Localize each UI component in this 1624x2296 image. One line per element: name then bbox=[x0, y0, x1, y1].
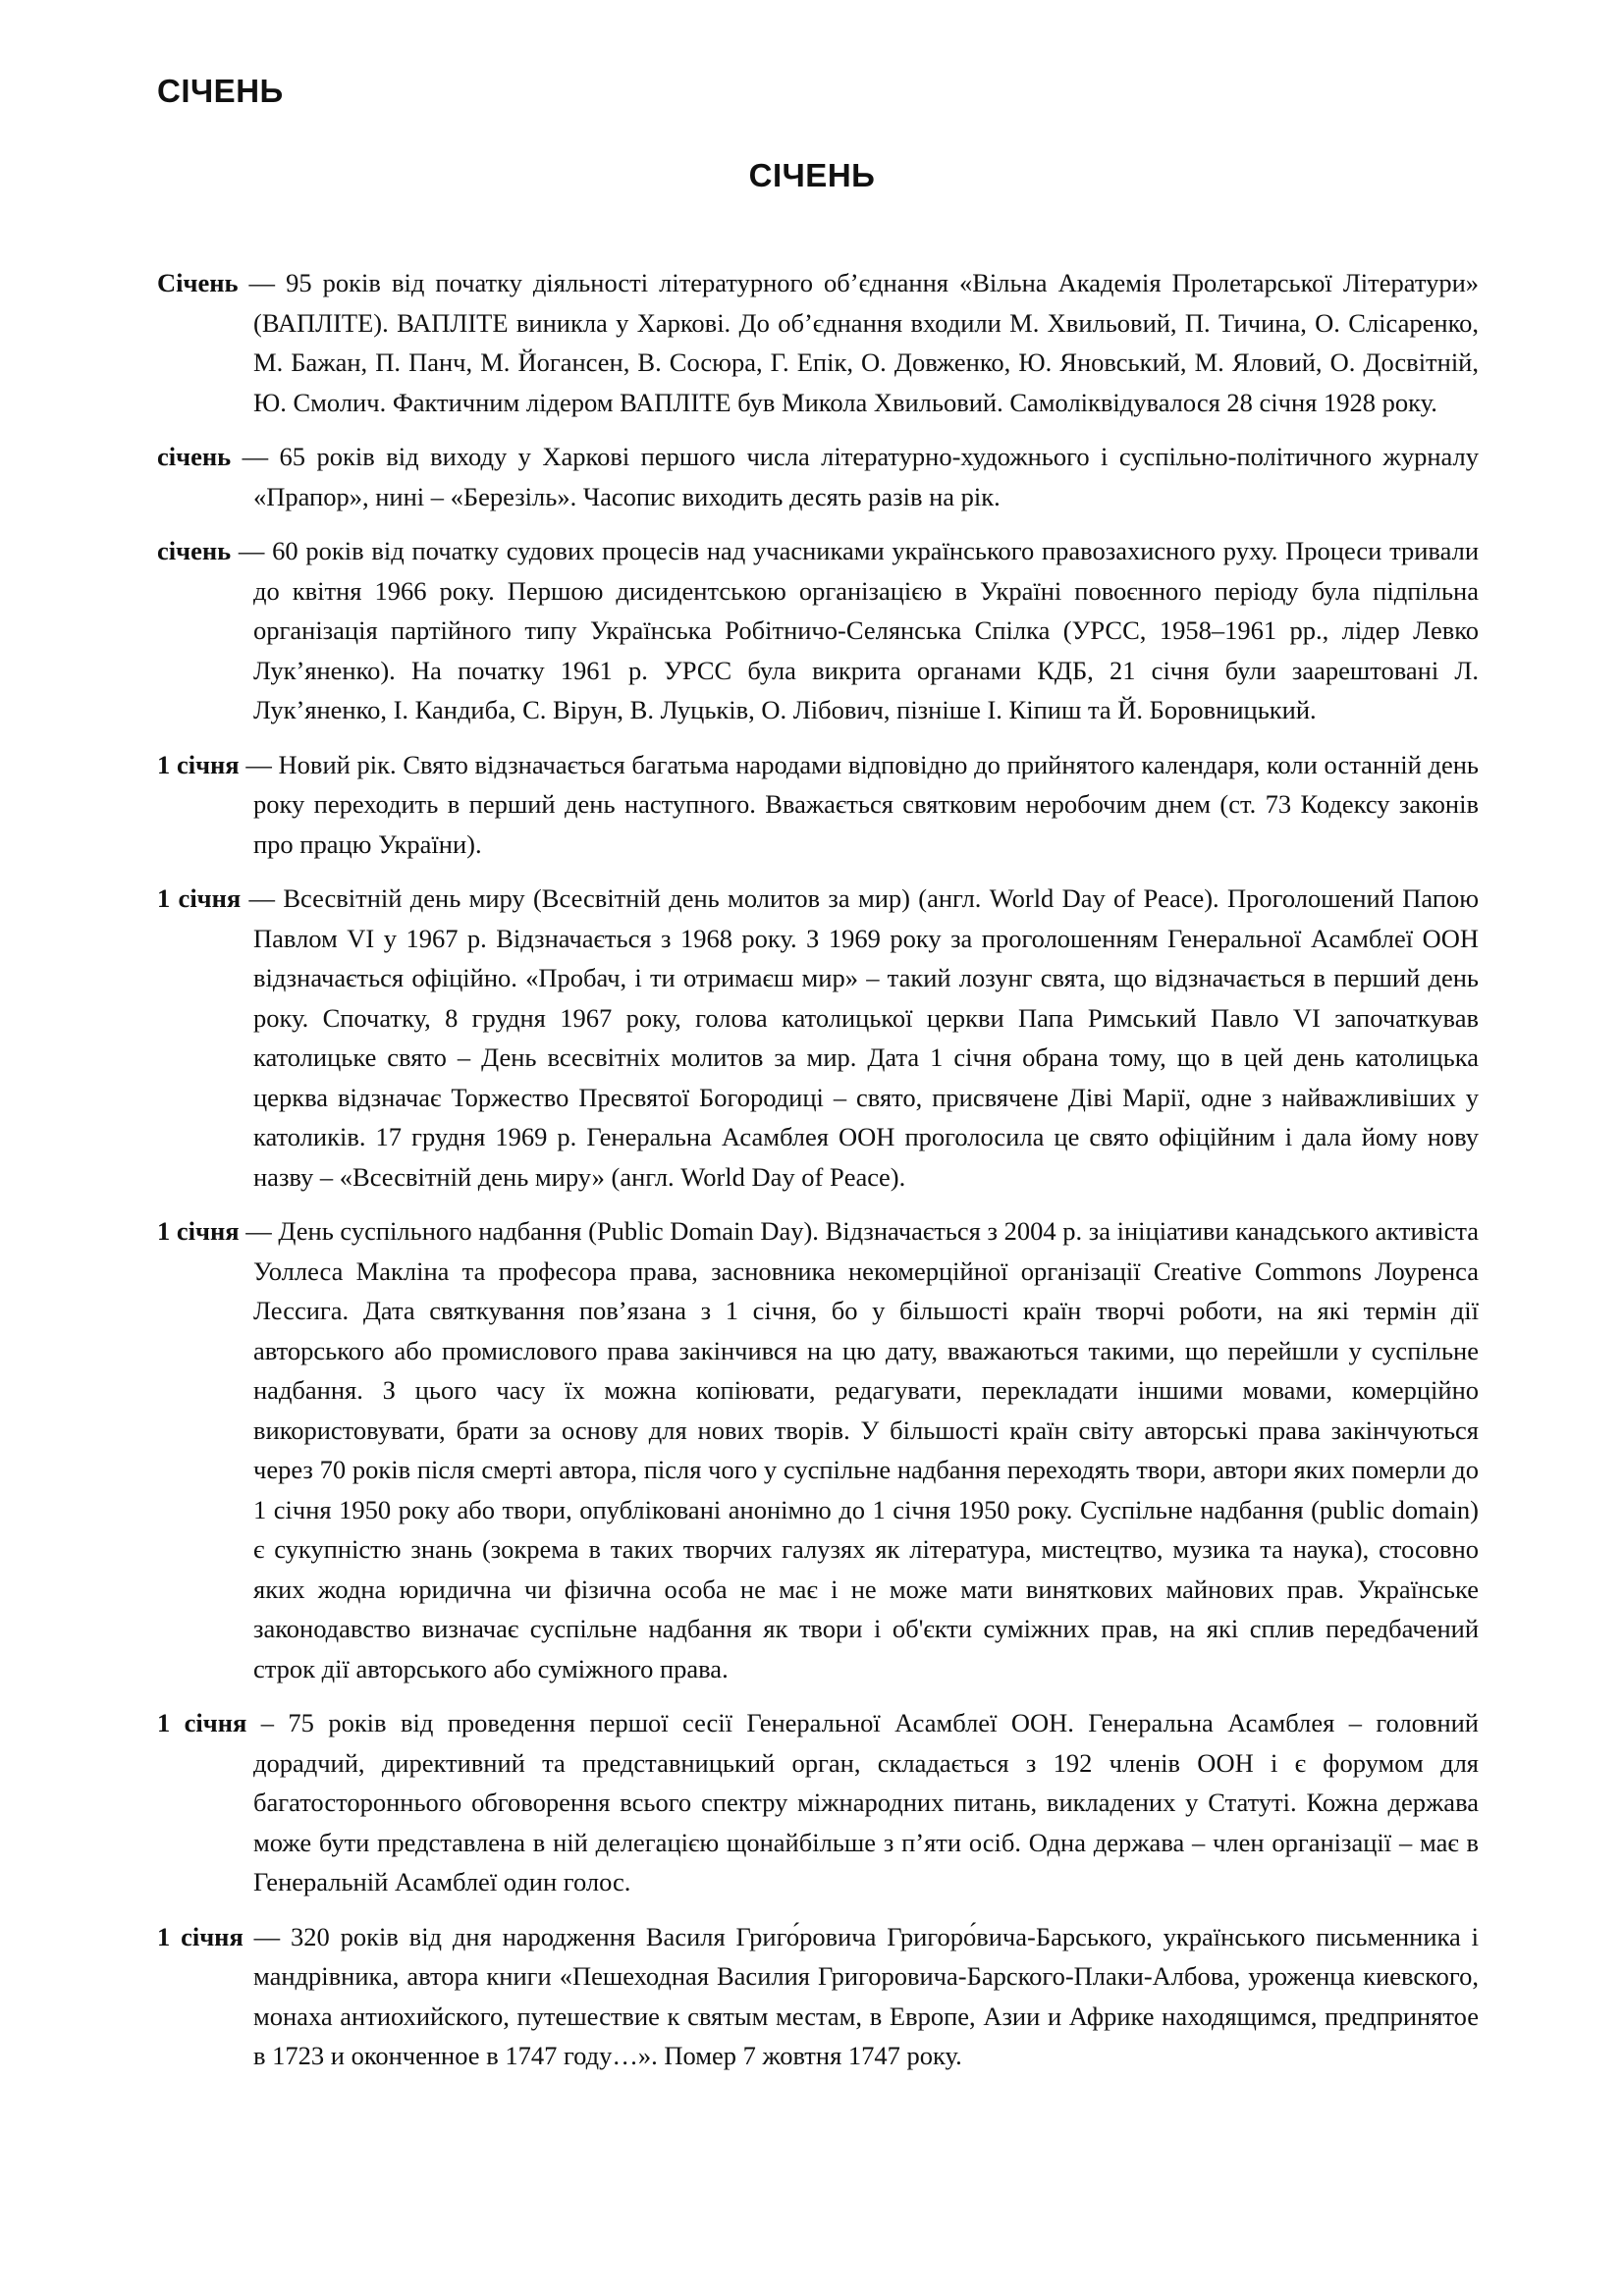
entry-text: — День суспільного надбання (Public Domain Day). Відзначається з 2004 р. за ініціативи канадського активіста Уоллеса Макліна та професора права, засновника некомерційної організації Creative Commons Лоуренса Лессига. Дата святкування пов’язана з 1 січня, бо у більшості країн творчі роботи, на які термін дії авторського або промислового права закінчився на цю дату, вважаються такими, що перейшли у суспільне надбання. З цього часу їх можна копіювати, редагувати, перекладати іншими мовами, комерційно використовувати, брати за основу для нових творів. У більшості країн світу авторські права закінчуються через 70 років після смерті автора, після чого у суспільне надбання переходять твори, автори яких померли до 1 січня 1950 року або твори, опубліковані анонімно до 1 січня 1950 року. Суспільне надбання (public domain) є сукупністю знань (зокрема в таких творчих галузях як література, мистецтво, музика та наука), стосовно яких жодна юридична чи фізична особа не має і не може мати виняткових майнових прав. Українське законодавство визначає суспільне надбання як твори і об'єкти суміжних прав, на які сплив передбачений строк дії авторського або суміжного права. bbox=[239, 1216, 1479, 1683]
entry-date: 1 січня bbox=[157, 883, 242, 913]
entry-text: — 95 років від початку діяльності літературного об’єднання «Вільна Академія Пролетарської Літератури» (ВАПЛІТЕ). ВАПЛІТЕ виникла у Харкові. До об’єднання входили М. Хвильовий, П. Тичина, О. Слісаренко, М. Бажан, П. Панч, М. Йогансен, В. Сосюра, Г. Епік, О. Довженко, Ю. Яновський, М. Яловий, О. Досвітній, Ю. Смолич. Фактичним лідером ВАПЛІТЕ був Микола Хвильовий. Самоліквідувалося 28 січня 1928 року. bbox=[238, 268, 1479, 417]
calendar-entry bbox=[157, 531, 1479, 730]
calendar-entry bbox=[157, 745, 1479, 865]
entry-date: 1 січня bbox=[157, 1708, 247, 1737]
calendar-entries bbox=[157, 263, 1479, 2091]
calendar-entry bbox=[157, 1703, 1479, 1902]
entry-text: — Всесвітній день миру (Всесвітній день молитов за мир) (англ. World Day of Peace). Проголошений Папою Павлом VI у 1967 р. Відзначається з 1968 року. З 1969 року за проголошенням Генеральної Асамблеї ООН відзначається офіційно. «Пробач, і ти отримаєш мир» – такий лозунг свята, що відзначається в перший день року. Спочатку, 8 грудня 1967 року, голова католицької церкви Папа Римський Павло VI започаткував католицьке свято – День всесвітніх молитов за мир. Дата 1 січня обрана тому, що в цей день католицька церква відзначає Торжество Пресвятої Богородиці – свято, присвячене Діві Марії, одне з найважливіших у католиків. 17 грудня 1969 р. Генеральна Асамблея ООН проголосила це свято офіційним і дала йому нову назву – «Всесвітній день миру» (англ. World Day of Peace). bbox=[241, 883, 1479, 1192]
entry-date: січень bbox=[157, 442, 232, 471]
running-header: СІЧЕНЬ bbox=[157, 73, 284, 109]
calendar-entry bbox=[157, 263, 1479, 422]
entry-date: 1 січня bbox=[157, 749, 240, 779]
calendar-entry bbox=[157, 1211, 1479, 1688]
entry-text: — 60 років від початку судових процесів над учасниками українського правозахисного руху. Процеси тривали до квітня 1966 року. Першою дисидентською організацією в Україні повоєнного періоду була підпільна організація партійного типу Українська Робітничо-Селянська Спілка (УРСС, 1958–1961 рр., лідер Левко Лук’яненко). На початку 1961 р. УРСС була викрита органами КДБ, 21 січня були заарештовані Л. Лук’яненко, І. Кандиба, С. Вірун, В. Луцьків, О. Лібович, пізніше І. Кіпиш та Й. Боровницький. bbox=[231, 536, 1479, 724]
page-title: СІЧЕНЬ bbox=[748, 157, 876, 193]
calendar-entry bbox=[157, 437, 1479, 516]
entry-date: 1 січня bbox=[157, 1921, 244, 1951]
calendar-entry bbox=[157, 1917, 1479, 2076]
calendar-entry bbox=[157, 879, 1479, 1197]
entry-text: — 320 років від дня народження Василя Григо́ровича Григоро́вича-Барського, українського письменника і мандрівника, автора книги «Пешеходная Василия Григоровича-Барского-Плаки-Албова, уроженца киевского, монаха антиохийского, путешествие к святым местам, в Европе, Азии и Африке находящимся, предпринятое в 1723 и оконченное в 1747 году…». Помер 7 жовтня 1747 року. bbox=[243, 1921, 1479, 2070]
entry-date: січень bbox=[157, 536, 232, 565]
entry-date: 1 січня bbox=[157, 1216, 240, 1246]
entry-text: – 75 років від проведення першої сесії Генеральної Асамблеї ООН. Генеральна Асамблея – головний дорадчий, директивний та представницький орган, складається з 192 членів ООН і є форумом для багатостороннього обговорення всього спектру міжнародних питань, викладених у Статуті. Кожна держава може бути представлена в ній делегацією щонайбільше з п’яти осіб. Одна держава – член організації – має в Генеральній Асамблеї один голос. bbox=[246, 1708, 1479, 1896]
entry-text: — Новий рік. Свято відзначається багатьма народами відповідно до прийнятого календаря, коли останній день року переходить в перший день наступного. Вважається святковим неробочим днем (ст. 73 Кодексу законів про працю України). bbox=[239, 749, 1479, 859]
entry-text: — 65 років від виходу у Харкові першого числа літературно-художнього і суспільно-політичного журналу «Прапор», нині – «Березіль». Часопис виходить десять разів на рік. bbox=[231, 442, 1479, 511]
entry-date: Січень bbox=[157, 268, 239, 297]
